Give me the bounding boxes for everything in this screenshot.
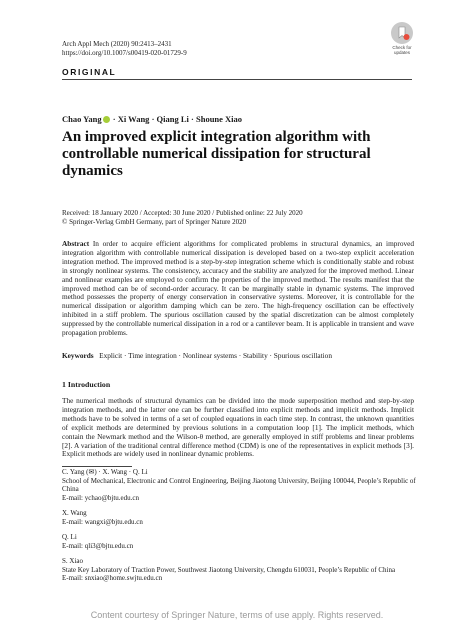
affiliation-email[interactable]: E-mail: snxiao@home.swjtu.edu.cn: [62, 574, 163, 583]
affiliation-block: [62, 557, 422, 583]
affiliation-institution: School of Mechanical, Electronic and Control Engineering, Beijing Jiaotong University, Beijing 100044, People’s Republic of China: [62, 476, 416, 494]
article-dates: Received: 18 January 2020 / Accepted: 30 June 2020 / Published online: 22 July 2020: [62, 209, 303, 217]
introduction-text: The numerical methods of structural dynamics can be divided into the mode superposition method and step-by-step integration methods, and the latter one can be further classified into explicit methods and implicit methods. Implicit methods have to be solved in terms of a set of coupled equations in each time step. In contrast, the unknown quantities of explicit methods are determined by previous solutions in a computation loop [1]. The implicit methods, which contain the Newmark method and the Wilson-θ method, are generally employed in stiff problems and linear problems [2]. A variation of the traditional central difference method (CDM) is one of the representatives in explicit methods [3]. Explicit methods are widely used in nonlinear dynamic problems.: [62, 396, 414, 459]
affiliation-email[interactable]: E-mail: qli3@bjtu.edu.cn: [62, 541, 134, 550]
author-separator: ·: [149, 114, 157, 124]
journal-reference: Arch Appl Mech (2020) 90:2413–2431: [62, 40, 172, 48]
journal-citation: [62, 40, 187, 58]
abstract-label: Abstract: [62, 239, 90, 248]
affiliation-email[interactable]: E-mail: ychao@bjtu.edu.cn: [62, 493, 140, 502]
author-list: [62, 114, 242, 124]
affiliation-authors: S. Xiao: [62, 557, 83, 565]
check-for-updates-badge[interactable]: [387, 22, 417, 56]
affiliation-block: [62, 468, 422, 502]
affiliation-block: [62, 533, 422, 550]
author-name[interactable]: Xi Wang: [117, 114, 150, 124]
article-title: An improved explicit integration algorithm with controllable numerical dissipation for structural dynamics: [62, 129, 371, 179]
orcid-icon[interactable]: [103, 116, 110, 123]
introduction-heading: 1 Introduction: [62, 380, 111, 389]
section-label: ORIGINAL: [62, 67, 117, 77]
badge-label: Check for updates: [392, 45, 412, 55]
abstract-text: In order to acquire efficient algorithms for complicated problems in structural dynamics, an improved integration algorithm with controllable numerical dissipation is developed based on a two-step explicit acceleration integration method. The improved method is a step-by-step integration scheme which is conditionally stable and robust in strongly nonlinear systems. The consistency, accuracy and the stability are analyzed for the improved method. Linear and nonlinear examples are employed to confirm the properties of the improved method. The results manifest that the improved method can be of second-order accuracy. It can be marginally stable in dynamic systems. The improved method possesses the property of energy conservation in conservative systems. Moreover, it is controllable for the numerical dissipation or algorithm damping which can be zero. The high-frequency oscillation can be effectively inhibited in a stiff problem. The spurious oscillation caused by the spatial discretization can be almost completely suppressed by the controllable numerical dissipation in a rod or a cantilever beam. It is applicable in transient and wave propagation problems.: [62, 239, 415, 338]
affiliation-authors: Q. Li: [62, 533, 77, 541]
keywords-list: Explicit · Time integration · Nonlinear systems · Stability · Spurious oscillation: [99, 351, 332, 360]
abstract: [62, 240, 414, 338]
affiliation-block: [62, 509, 422, 526]
author-name[interactable]: Shoune Xiao: [195, 114, 243, 124]
doi-link[interactable]: https://doi.org/10.1007/s00419-020-01729-9: [62, 49, 187, 57]
author-name[interactable]: Qiang Li: [156, 114, 189, 124]
author-name[interactable]: Chao Yang: [62, 114, 102, 124]
article-history: [62, 209, 303, 226]
author-separator: ·: [188, 114, 196, 124]
keywords-label: Keywords: [62, 351, 94, 360]
copyright-notice: © Springer-Verlag GmbH Germany, part of Springer Nature 2020: [62, 217, 247, 226]
footnote-rule: [62, 466, 132, 467]
courtesy-notice: Content courtesy of Springer Nature, terms of use apply. Rights reserved.: [90, 610, 384, 620]
header-rule: [62, 79, 412, 80]
affiliation-authors: X. Wang: [62, 509, 87, 517]
affiliation-email[interactable]: E-mail: wangxi@bjtu.edu.cn: [62, 517, 143, 526]
bookmark-icon: [391, 22, 413, 44]
affiliation-institution: State Key Laboratory of Traction Power, Southwest Jiaotong University, Chengdu 610031, People’s Republic of China: [62, 565, 396, 574]
affiliation-authors: C. Yang (✉) · X. Wang · Q. Li: [62, 468, 148, 476]
keywords: [62, 351, 414, 360]
author-separator: ·: [110, 114, 118, 124]
